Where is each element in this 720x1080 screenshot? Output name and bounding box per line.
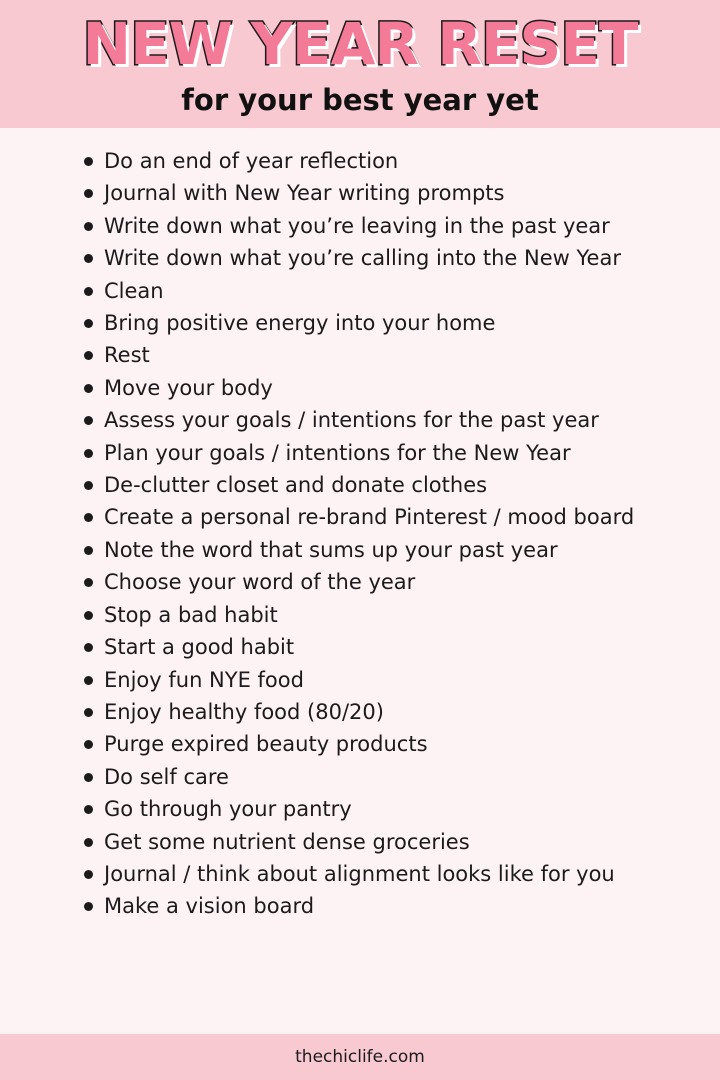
list-item: Purge expired beauty products	[80, 728, 680, 760]
list-item: Move your body	[80, 372, 680, 404]
list-item: Enjoy healthy food (80/20)	[80, 696, 680, 728]
list-item: Choose your word of the year	[80, 566, 680, 598]
list-item: Start a good habit	[80, 631, 680, 663]
list-item: Journal / think about alignment looks like for you	[80, 858, 680, 890]
list-item: Note the word that sums up your past year	[80, 534, 680, 566]
checklist	[80, 145, 680, 923]
list-item: Rest	[80, 339, 680, 371]
footer-banner	[0, 1034, 720, 1080]
list-item: Write down what you’re leaving in the past year	[80, 210, 680, 242]
list-item: Get some nutrient dense groceries	[80, 826, 680, 858]
page-subtitle: for your best year yet	[181, 83, 539, 117]
page-title: NEW YEAR RESET	[82, 10, 638, 78]
list-item: De-clutter closet and donate clothes	[80, 469, 680, 501]
list-item: Clean	[80, 275, 680, 307]
list-item: Bring positive energy into your home	[80, 307, 680, 339]
list-item: Make a vision board	[80, 890, 680, 922]
list-item: Do self care	[80, 761, 680, 793]
list-item: Go through your pantry	[80, 793, 680, 825]
list-item: Write down what you’re calling into the New Year	[80, 242, 680, 274]
header-banner	[0, 0, 720, 128]
list-item: Enjoy fun NYE food	[80, 664, 680, 696]
list-item: Journal with New Year writing prompts	[80, 177, 680, 209]
list-item: Create a personal re-brand Pinterest / mood board	[80, 501, 680, 533]
list-item: Assess your goals / intentions for the past year	[80, 404, 680, 436]
list-item: Stop a bad habit	[80, 599, 680, 631]
list-item: Plan your goals / intentions for the New Year	[80, 437, 680, 469]
list-item: Do an end of year reflection	[80, 145, 680, 177]
site-link[interactable]: thechiclife.com	[295, 1047, 425, 1067]
